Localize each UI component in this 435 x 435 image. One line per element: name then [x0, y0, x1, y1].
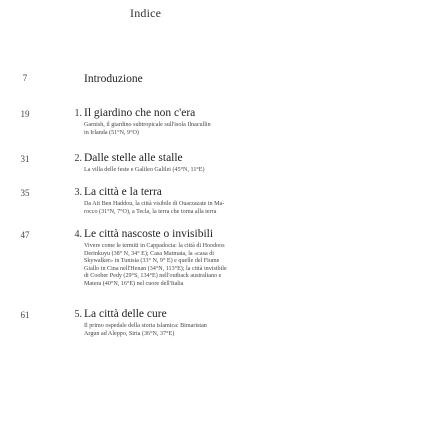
- chapter-number: 4.: [74, 229, 82, 240]
- description-line: Il primo ospedale della storia islamica: Bimaristan: [84, 323, 207, 329]
- chapter-title: Le città nascoste o invisibili: [84, 228, 214, 240]
- chapter-number: 2.: [74, 153, 82, 164]
- chapter-number: 1.: [74, 108, 82, 119]
- description-line: Matera (40°N, 16°E) nel cuore dell'Italia: [84, 280, 184, 287]
- chapter-description: [84, 167, 356, 175]
- chapter-title: Il giardino che non c'era: [84, 107, 196, 119]
- description-line: Garnish, il giardino subtropicale sull'isola Ilnacullin: [84, 122, 211, 128]
- toc-heading: Indice: [130, 6, 162, 20]
- description-line: Vivere come le termiti in Cappadocia: la città di Hoodoos: [84, 243, 225, 249]
- description-line: Da Ait Ben Haddou, la città visibile di Ouarzazate in Ma-: [84, 201, 225, 207]
- description-line: rocco (31°N, 7°O), a Tecla, la terra che torna alla terra: [84, 208, 217, 215]
- page-number: 19: [20, 109, 30, 119]
- chapter-title: La città e la terra: [84, 186, 162, 198]
- chapter-description: [84, 243, 356, 289]
- page-number: 35: [20, 188, 30, 198]
- description-line: Skywalker» in Tunisia (33° N, 9° E) e quelle del Fiume: [84, 258, 220, 265]
- page-number: 7: [22, 73, 28, 83]
- description-line: in Irlanda (51°N, 9°O): [84, 129, 139, 136]
- entry-title: Introduzione: [84, 73, 143, 85]
- chapter-title: La città delle cure: [84, 308, 167, 320]
- page-number: 61: [20, 310, 30, 320]
- chapter-number: 3.: [74, 187, 82, 198]
- description-line: di Coober Pedy (29°S, 134°E) nell'outback australiano e: [84, 273, 222, 280]
- page-number: 31: [20, 154, 30, 164]
- page-number: 47: [20, 230, 30, 240]
- description-line: Giallo in Cina nell'Henan (34°N, 113°E); la città invisibile: [84, 265, 227, 272]
- chapter-title: Dalle stelle alle stalle: [84, 152, 183, 164]
- chapter-description: [84, 201, 356, 216]
- description-line: La villa delle feste e Galileo Galilei (45°N, 11°E): [84, 167, 205, 173]
- description-line: Argun ad Aleppo, Siria (36°N, 37°E): [84, 330, 175, 337]
- chapter-description: [84, 122, 356, 137]
- description-line: Derinkuyu (38° N, 34° E); Casa Matmata, la «casa di: [84, 250, 214, 257]
- chapter-number: 5.: [74, 309, 82, 320]
- chapter-description: [84, 323, 356, 338]
